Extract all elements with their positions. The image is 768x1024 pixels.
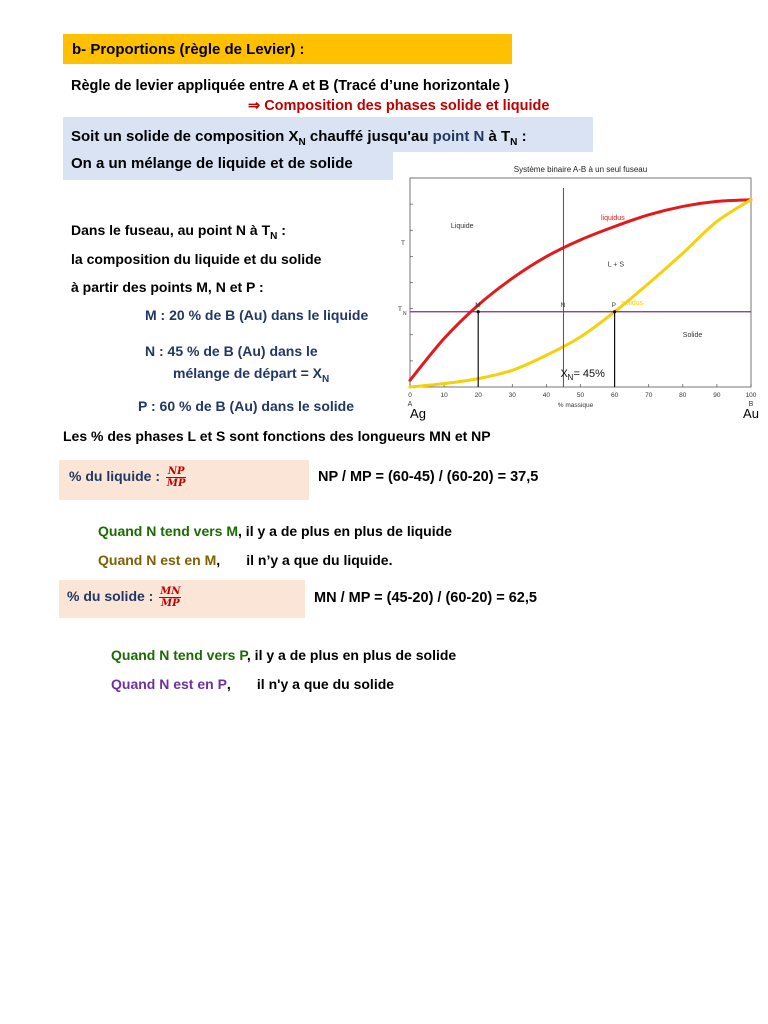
box-line-1-text-c: à T	[484, 128, 511, 145]
liquid-en-line: Quand N est en M, il n’y a que du liquide.	[98, 552, 393, 568]
liquid-formula: NP / MP = (60-45) / (60-20) = 37,5	[318, 469, 539, 485]
point-n-text: point N	[432, 128, 485, 145]
liquid-tend-line	[98, 523, 452, 539]
liquid-fraction	[166, 466, 187, 489]
point-n-xn-subscript: N	[322, 373, 330, 385]
x-tick-label: 50	[576, 392, 585, 399]
point-n-line-2	[173, 365, 329, 385]
xn-label: X	[560, 367, 568, 380]
fuseau-line-2: la composition du liquide et du solide	[71, 251, 322, 267]
x-tick-label: 80	[679, 392, 687, 399]
chart-frame	[410, 178, 751, 387]
point-label-M: M	[475, 301, 481, 309]
solid-fraction-label	[67, 586, 181, 609]
x-tick-label: 0	[408, 392, 412, 399]
x-end-label-a: A	[407, 401, 413, 408]
box-line-1-text-a: Soit un solide de composition X	[71, 128, 299, 145]
series-label-solidus: solidus	[621, 300, 644, 308]
fuseau-line-3: à partir des points M, N et P :	[71, 279, 264, 295]
box-line-1-text-d: :	[517, 128, 527, 145]
solid-en-colored: Quand N est en P	[111, 676, 227, 692]
x-tick-label: 40	[542, 392, 551, 399]
fuseau-line-1	[71, 222, 286, 242]
fuseau-line-1-end: :	[277, 222, 286, 238]
xn-subscript: N	[298, 137, 306, 148]
lever-rule-line: Règle de levier appliquée entre A et B (Tracé d’une horizontale )	[71, 78, 510, 94]
y-tick-label: T	[398, 305, 402, 313]
solid-fraction	[159, 586, 181, 609]
fuseau-tn-subscript: N	[270, 230, 278, 242]
x-tick-label: 10	[440, 392, 448, 399]
liquid-fraction-denominator: MP	[166, 478, 186, 489]
liquid-fraction-numerator: NP	[167, 466, 185, 477]
liquid-en-rest: il n’y a que du liquide.	[246, 552, 393, 568]
y-axis-label: T	[401, 239, 405, 247]
fuseau-line-1-text: Dans le fuseau, au point N à T	[71, 222, 271, 238]
x-axis-label: % massique	[557, 402, 594, 409]
solid-label-text: % du solide :	[67, 588, 154, 605]
box-line-1	[71, 128, 527, 148]
solid-formula: MN / MP = (45-20) / (60-20) = 62,5	[314, 590, 537, 606]
x-tick-label: 30	[508, 392, 516, 399]
series-label-liquidus: liquidus	[600, 214, 625, 222]
phases-line: Les % des phases L et S sont fonctions des longueurs MN et NP	[63, 428, 491, 444]
xn-label-value: = 45%	[573, 367, 605, 380]
tn-subscript: N	[510, 137, 518, 148]
liquid-label-text: % du liquide :	[69, 468, 160, 485]
box-line-2: On a un mélange de liquide et de solide	[71, 155, 353, 172]
point-M-marker	[477, 310, 480, 313]
x-tick-label: 100	[745, 392, 757, 399]
phase-diagram-chart	[396, 158, 766, 438]
section-title-box	[63, 34, 512, 64]
point-label-N: N	[560, 301, 566, 309]
x-tick-label: 20	[474, 392, 482, 399]
solid-tend-colored: Quand N tend vers P	[111, 647, 247, 663]
x-tick-label: 60	[610, 392, 619, 399]
section-title: b- Proportions (règle de Levier) :	[72, 41, 305, 58]
liquid-tend-rest: , il y a de plus en plus de liquide	[238, 523, 452, 539]
point-m-line: M : 20 % de B (Au) dans le liquide	[145, 307, 369, 323]
x-tick-label: 70	[645, 392, 653, 399]
solid-en-line: Quand N est en P, il n'y a que du solide	[111, 676, 395, 692]
point-n-line-1: N : 45 % de B (Au) dans le	[145, 343, 318, 359]
arrow-text: Composition des phases solide et liquide	[264, 98, 550, 114]
liquid-en-colored: Quand N est en M	[98, 552, 217, 568]
solid-en-rest: il n'y a que du solide	[256, 676, 395, 692]
point-n-line-2-text: mélange de départ = X	[173, 365, 322, 381]
point-p-line: P : 60 % de B (Au) dans le solide	[138, 398, 355, 414]
solid-tend-line	[111, 647, 456, 663]
x-end-label-b: B	[748, 401, 754, 408]
solid-fraction-denominator: MP	[161, 598, 180, 609]
arrow-line	[248, 98, 549, 114]
box-line-1-text-b: chauffé jusqu'au	[305, 128, 433, 145]
xn-label-subscript: N	[567, 372, 574, 382]
region-label-liquide: Liquide	[450, 223, 474, 231]
point-P-marker	[613, 310, 616, 313]
implies-arrow-icon: ⇒	[248, 98, 261, 114]
point-label-P: P	[611, 301, 616, 309]
region-label-solide: Solide	[682, 331, 703, 339]
element-label-ag: Ag	[410, 406, 426, 421]
x-tick-label: 90	[713, 392, 721, 399]
region-label-l-plus-s: L + S	[607, 261, 625, 269]
element-label-au: Au	[743, 406, 759, 421]
liquid-fraction-label	[69, 466, 186, 489]
solid-fraction-numerator: MN	[160, 586, 181, 597]
liquid-tend-colored: Quand N tend vers M	[98, 523, 239, 539]
y-tick-subscript: N	[403, 310, 407, 317]
chart-title: Système binaire A-B à un seul fuseau	[513, 165, 648, 174]
solid-tend-rest: , il y a de plus en plus de solide	[246, 647, 457, 663]
